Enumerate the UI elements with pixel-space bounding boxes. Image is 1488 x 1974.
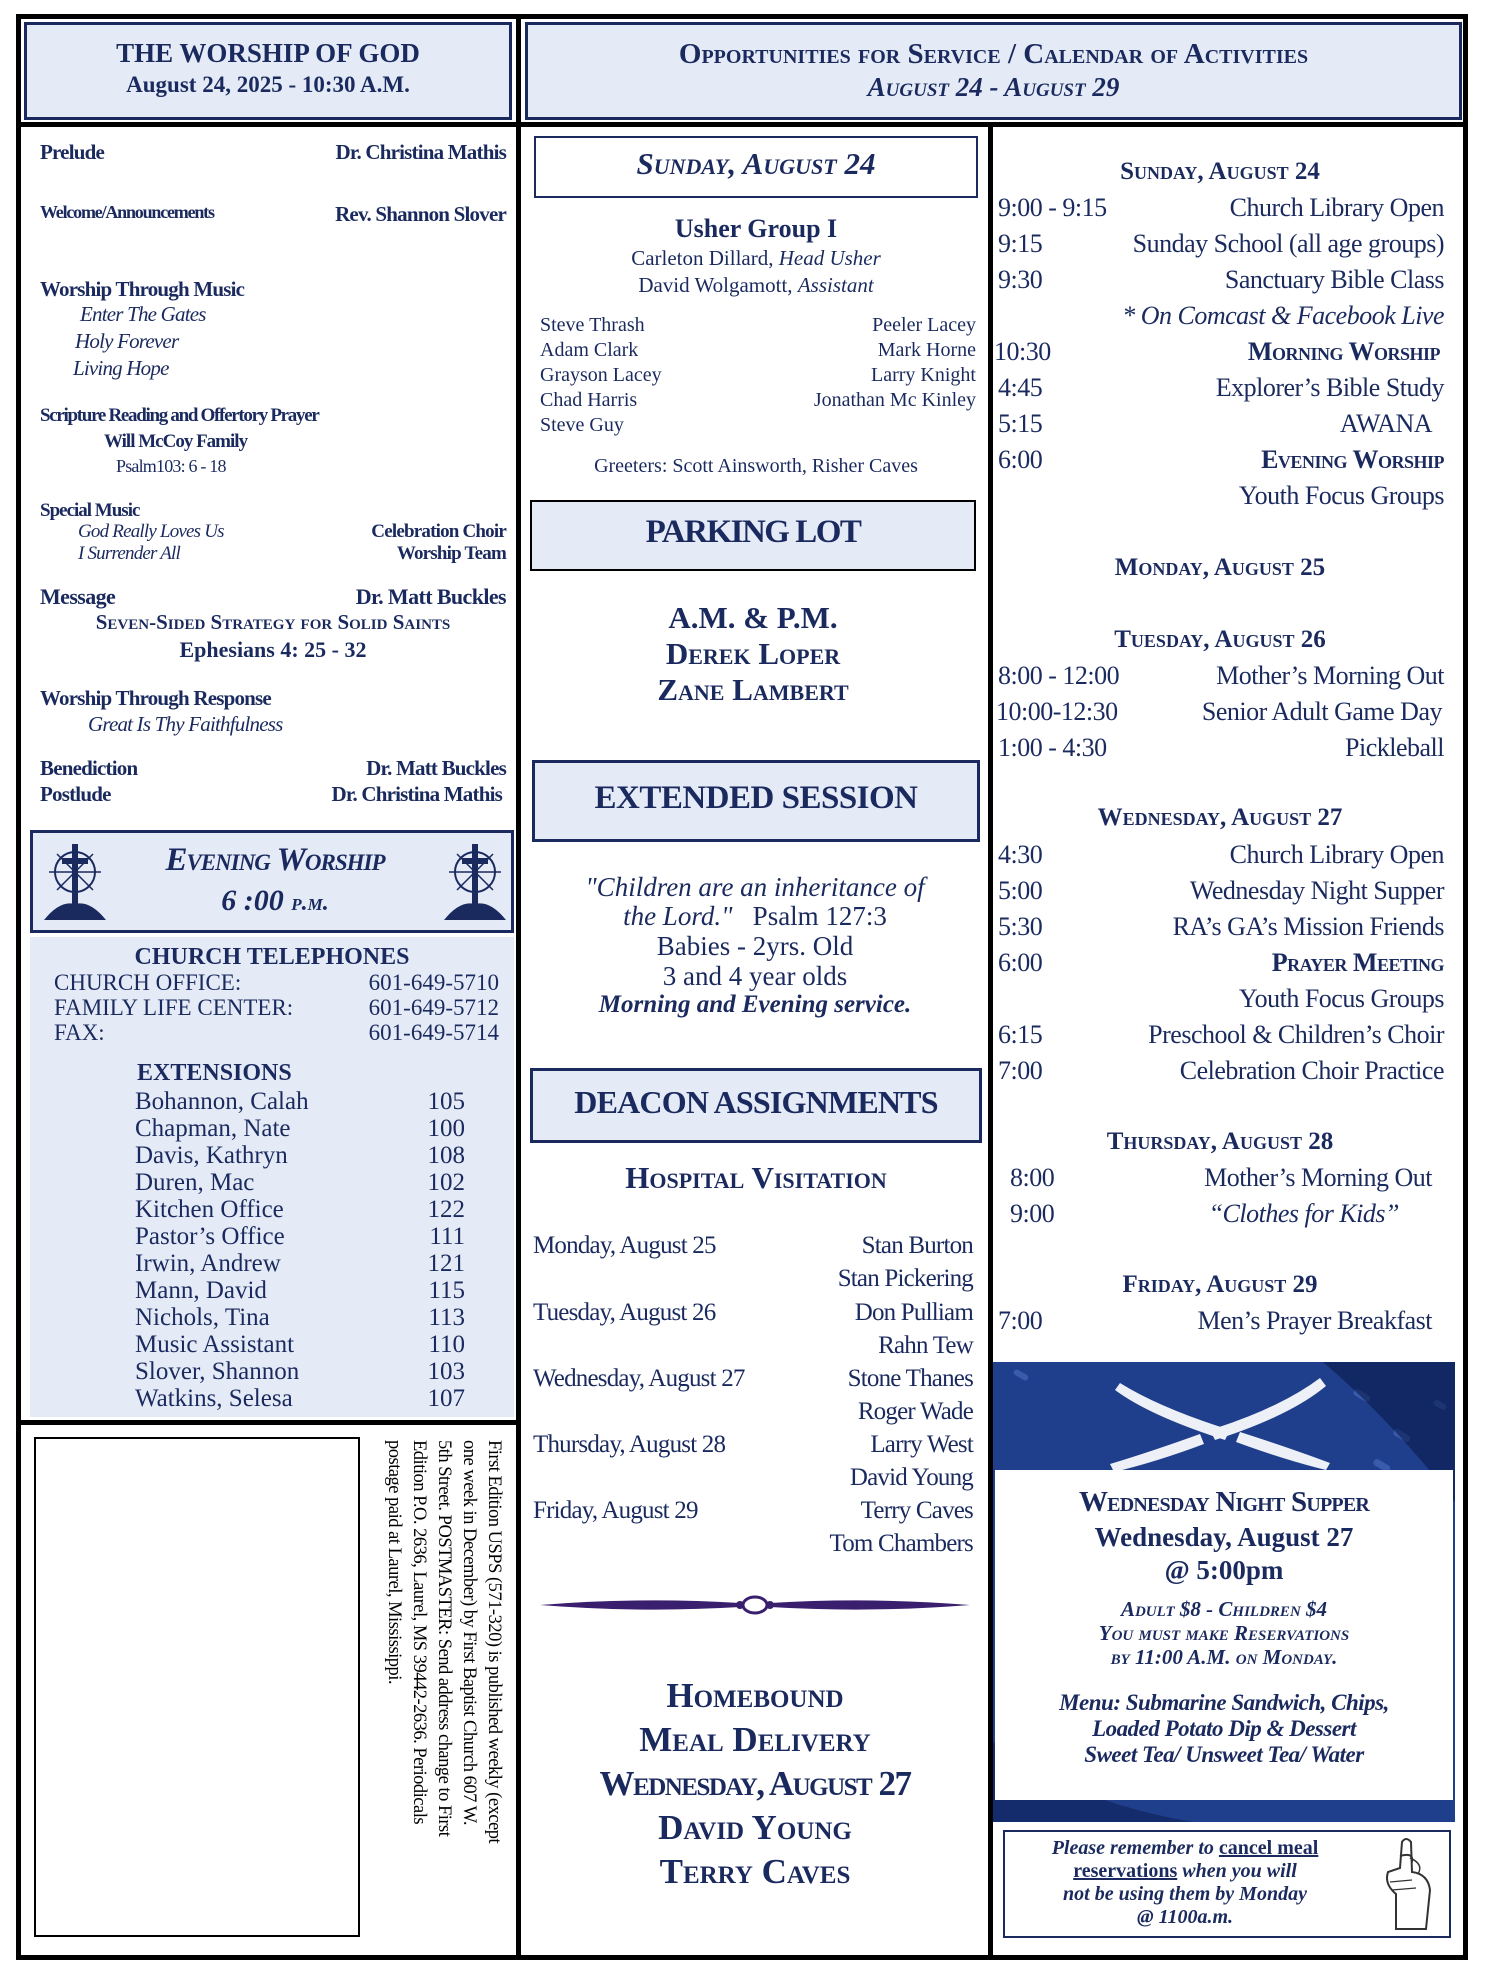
extended-quote: "Children are an inheritance of bbox=[585, 872, 925, 902]
calendar-day-head: Friday, August 29 bbox=[1122, 1271, 1318, 1298]
evening-time bbox=[110, 884, 440, 918]
special-group: Worship Team bbox=[396, 543, 506, 564]
phone-line bbox=[54, 970, 499, 996]
calendar-day-head: Wednesday, August 27 bbox=[1097, 804, 1343, 831]
supper-title: Wednesday Night Supper bbox=[1078, 1486, 1370, 1518]
homebound-line: Meal Delivery bbox=[639, 1720, 871, 1759]
extension-row: Bohannon, Calah 105 bbox=[135, 1088, 465, 1115]
opportunities-title: Opportunities for Service / Calendar of Activities bbox=[678, 38, 1309, 70]
scripture-family: Will McCoy Family bbox=[104, 431, 248, 452]
usher-name: Mark Horne bbox=[877, 339, 976, 361]
evening-title: Evening Worship bbox=[165, 842, 385, 878]
extended-line: Babies - 2yrs. Old bbox=[656, 931, 854, 961]
extension-row: Duren, Mac 102 bbox=[135, 1169, 465, 1196]
phone-label: FAX: bbox=[54, 1020, 105, 1045]
extension-row: Kitchen Office 122 bbox=[135, 1196, 465, 1223]
usher-name: Adam Clark bbox=[540, 339, 639, 361]
extended-title: EXTENDED SESSION bbox=[594, 780, 918, 816]
homebound-name: Terry Caves bbox=[659, 1852, 851, 1891]
deacon-subtitle: Hospital Visitation bbox=[625, 1160, 887, 1195]
prelude-label: Prelude bbox=[40, 140, 105, 164]
extended-line: 3 and 4 year olds bbox=[662, 961, 848, 991]
supper-price: Adult $8 - Children $4 bbox=[1120, 1597, 1328, 1621]
usher-name: Jonathan Mc Kinley bbox=[813, 389, 976, 411]
worship-title: THE WORSHIP OF GOD bbox=[116, 38, 420, 68]
divider bbox=[16, 122, 1468, 127]
cutlery-icon bbox=[1090, 1368, 1350, 1483]
parking-title: PARKING LOT bbox=[645, 514, 861, 550]
assistant-usher: David Wolgamott, Assistant bbox=[638, 273, 874, 297]
evening-time-num: 6 :00 bbox=[221, 884, 284, 917]
phone-line bbox=[54, 995, 499, 1021]
calendar-row: * On Comcast & Facebook Live bbox=[1122, 301, 1444, 330]
usher-name: Larry Knight bbox=[871, 364, 976, 386]
song: Enter The Gates bbox=[80, 302, 206, 326]
extension-row: Watkins, Selesa 107 bbox=[135, 1385, 465, 1412]
calendar-row: 6:00 Prayer Meeting bbox=[998, 948, 1444, 977]
calendar-row: 5:15 AWANA bbox=[998, 409, 1432, 438]
supper-time: @ 5:00pm bbox=[1164, 1555, 1284, 1585]
scripture-label: Scripture Reading and Offertory Prayer bbox=[40, 405, 319, 426]
calendar-row: Youth Focus Groups bbox=[1238, 481, 1444, 510]
calendar-day-head: Thursday, August 28 bbox=[1106, 1128, 1334, 1155]
calendar-row: 5:30 RA’s GA’s Mission Friends bbox=[998, 912, 1444, 941]
calendar-row: 8:00 - 12:00 Mother’s Morning Out bbox=[998, 661, 1444, 690]
parking-name: Derek Loper bbox=[665, 636, 841, 671]
prelude-row bbox=[40, 140, 506, 165]
calendar-row: 6:00 Evening Worship bbox=[998, 445, 1444, 474]
song: Holy Forever bbox=[75, 329, 179, 353]
message-row bbox=[40, 584, 506, 610]
extension-row: Slover, Shannon 103 bbox=[135, 1358, 465, 1385]
calendar-day-head: Sunday, August 24 bbox=[1120, 158, 1320, 185]
usher-name: Chad Harris bbox=[540, 389, 638, 411]
calendar-row: 9:15 Sunday School (all age groups) bbox=[998, 229, 1444, 258]
extended-quote-line: the Lord." Psalm 127:3 bbox=[623, 901, 887, 931]
calendar-row: Youth Focus Groups bbox=[1238, 984, 1444, 1013]
postal-line: 5th Street. POSTMASTER: Send address change to First bbox=[434, 1440, 454, 1837]
response-label: Worship Through Response bbox=[40, 686, 271, 710]
phone-label: CHURCH OFFICE: bbox=[54, 970, 242, 995]
parking-name: Zane Lambert bbox=[657, 672, 849, 707]
extended-line: Morning and Evening service. bbox=[598, 991, 912, 1018]
calendar-row: 10:30 Morning Worship bbox=[994, 337, 1440, 366]
parking-line: A.M. & P.M. bbox=[668, 600, 838, 635]
greeters: Greeters: Scott Ainsworth, Risher Caves bbox=[594, 455, 918, 477]
usher-name: Grayson Lacey bbox=[540, 364, 662, 386]
usher-name: Steve Thrash bbox=[540, 314, 645, 336]
calendar-row: 1:00 - 4:30 Pickleball bbox=[998, 733, 1444, 762]
extension-row: Chapman, Nate 100 bbox=[135, 1115, 465, 1142]
homebound-date: Wednesday, August 27 bbox=[599, 1764, 911, 1803]
calendar-row: 9:00 - 9:15 Church Library Open bbox=[998, 193, 1444, 222]
calendar-row: 5:00 Wednesday Night Supper bbox=[998, 876, 1444, 905]
calendar-day-head: Tuesday, August 26 bbox=[1114, 626, 1326, 653]
supper-menu: Sweet Tea/ Unsweet Tea/ Water bbox=[1084, 1742, 1364, 1767]
usher-name: Steve Guy bbox=[540, 414, 624, 436]
sunday-box-title: Sunday, August 24 bbox=[636, 146, 876, 181]
postal-line: First Edition USPS (571-320) is published weekly (except bbox=[484, 1440, 504, 1844]
extension-row: Music Assistant 110 bbox=[135, 1331, 465, 1358]
usher-title: Usher Group I bbox=[674, 214, 838, 243]
song: Living Hope bbox=[73, 356, 169, 380]
divider bbox=[16, 1420, 521, 1425]
postlude-name: Dr. Christina Mathis bbox=[331, 782, 502, 806]
music-label: Worship Through Music bbox=[40, 277, 245, 301]
supper-reservation: by 11:00 A.M. on Monday. bbox=[1110, 1645, 1338, 1669]
scripture-ref: Psalm103: 6 - 18 bbox=[116, 456, 226, 476]
phone-number: 601-649-5714 bbox=[368, 1020, 499, 1045]
opportunities-dates: August 24 - August 29 bbox=[867, 72, 1120, 102]
head-usher: Carleton Dillard, Head Usher bbox=[631, 246, 881, 270]
sermon-ref: Ephesians 4: 25 - 32 bbox=[179, 637, 367, 662]
extension-row: Mann, David 115 bbox=[135, 1277, 465, 1304]
message-label: Message bbox=[40, 584, 116, 609]
calendar-row: 6:15 Preschool & Children’s Choir bbox=[998, 1020, 1444, 1049]
calendar-row: 7:00 Celebration Choir Practice bbox=[998, 1056, 1444, 1085]
calendar-row: 7:00 Men’s Prayer Breakfast bbox=[998, 1306, 1432, 1335]
homebound-name: David Young bbox=[658, 1808, 852, 1847]
usher-name: Peeler Lacey bbox=[872, 314, 976, 336]
supper-reservation: You must make Reservations bbox=[1098, 1621, 1350, 1645]
special-group: Celebration Choir bbox=[371, 521, 506, 542]
benediction-name: Dr. Matt Buckles bbox=[366, 756, 506, 780]
telephones-title: CHURCH TELEPHONES bbox=[134, 944, 410, 970]
phone-number: 601-649-5710 bbox=[368, 970, 499, 995]
deacon-title: DEACON ASSIGNMENTS bbox=[574, 1084, 938, 1120]
extension-row: Pastor’s Office 111 bbox=[135, 1223, 465, 1250]
special-row bbox=[78, 543, 506, 565]
benediction-label: Benediction bbox=[40, 756, 138, 780]
extensions-title: EXTENSIONS bbox=[137, 1060, 292, 1086]
reminder-text: Please remember to cancel meal reservations when you will not be using them by Monday @ 1100a.m. bbox=[1051, 1837, 1319, 1928]
evening-time-suffix: p.m. bbox=[291, 890, 329, 916]
postlude-row bbox=[40, 782, 502, 807]
welcome-row bbox=[40, 202, 506, 227]
welcome-name: Rev. Shannon Slover bbox=[335, 202, 506, 226]
worship-header bbox=[24, 22, 512, 120]
homebound-line: Homebound bbox=[666, 1676, 844, 1715]
response-song: Great Is Thy Faithfulness bbox=[88, 712, 283, 736]
cross-icon bbox=[40, 840, 110, 927]
calendar-row: 4:45 Explorer’s Bible Study bbox=[998, 373, 1444, 402]
string-finger-icon bbox=[1366, 1834, 1446, 1939]
postal-line: postage paid at Laurel, Mississippi. bbox=[384, 1440, 404, 1685]
supper-menu: Loaded Potato Dip & Dessert bbox=[1092, 1716, 1356, 1741]
calendar-row: 8:00 Mother’s Morning Out bbox=[1010, 1163, 1432, 1192]
supper-menu: Menu: Submarine Sandwich, Chips, bbox=[1059, 1690, 1389, 1715]
special-song: God Really Loves Us bbox=[78, 521, 224, 542]
cross-icon bbox=[440, 840, 510, 927]
extension-row: Davis, Kathryn 108 bbox=[135, 1142, 465, 1169]
ornament-divider bbox=[540, 1592, 970, 1623]
phone-line bbox=[54, 1020, 499, 1046]
sermon-title: Seven-Sided Strategy for Solid Saints bbox=[95, 610, 451, 634]
phone-label: FAMILY LIFE CENTER: bbox=[54, 995, 294, 1020]
welcome-label: Welcome/Announcements bbox=[40, 202, 214, 222]
special-music-label: Special Music bbox=[40, 500, 140, 521]
postal-line: Edition P.O. 2636, Laurel, MS 39442-2636. Periodicals bbox=[409, 1440, 429, 1825]
calendar-day-head: Monday, August 25 bbox=[1114, 554, 1326, 581]
divider bbox=[516, 14, 521, 1960]
calendar-row: 9:00 “Clothes for Kids” bbox=[1010, 1199, 1399, 1228]
special-song: I Surrender All bbox=[78, 543, 180, 564]
message-name: Dr. Matt Buckles bbox=[355, 584, 506, 609]
phone-number: 601-649-5712 bbox=[368, 995, 499, 1020]
calendar-row: 4:30 Church Library Open bbox=[998, 840, 1444, 869]
benediction-row bbox=[40, 756, 506, 781]
worship-datetime: August 24, 2025 - 10:30 A.M. bbox=[126, 72, 410, 97]
postal-line: one week in December) by First Baptist Church 607 W. bbox=[459, 1440, 479, 1826]
extension-row: Nichols, Tina 113 bbox=[135, 1304, 465, 1331]
postal-notice bbox=[380, 1440, 506, 1940]
calendar-row: 10:00-12:30 Senior Adult Game Day bbox=[996, 697, 1442, 726]
special-row bbox=[78, 521, 506, 543]
postlude-label: Postlude bbox=[40, 782, 111, 806]
mailing-label-box bbox=[34, 1437, 360, 1937]
calendar-row: 9:30 Sanctuary Bible Class bbox=[998, 265, 1444, 294]
supper-date: Wednesday, August 27 bbox=[1094, 1522, 1354, 1552]
prelude-name: Dr. Christina Mathis bbox=[335, 140, 506, 164]
opportunities-header bbox=[525, 22, 1462, 120]
extension-row: Irwin, Andrew 121 bbox=[135, 1250, 465, 1277]
